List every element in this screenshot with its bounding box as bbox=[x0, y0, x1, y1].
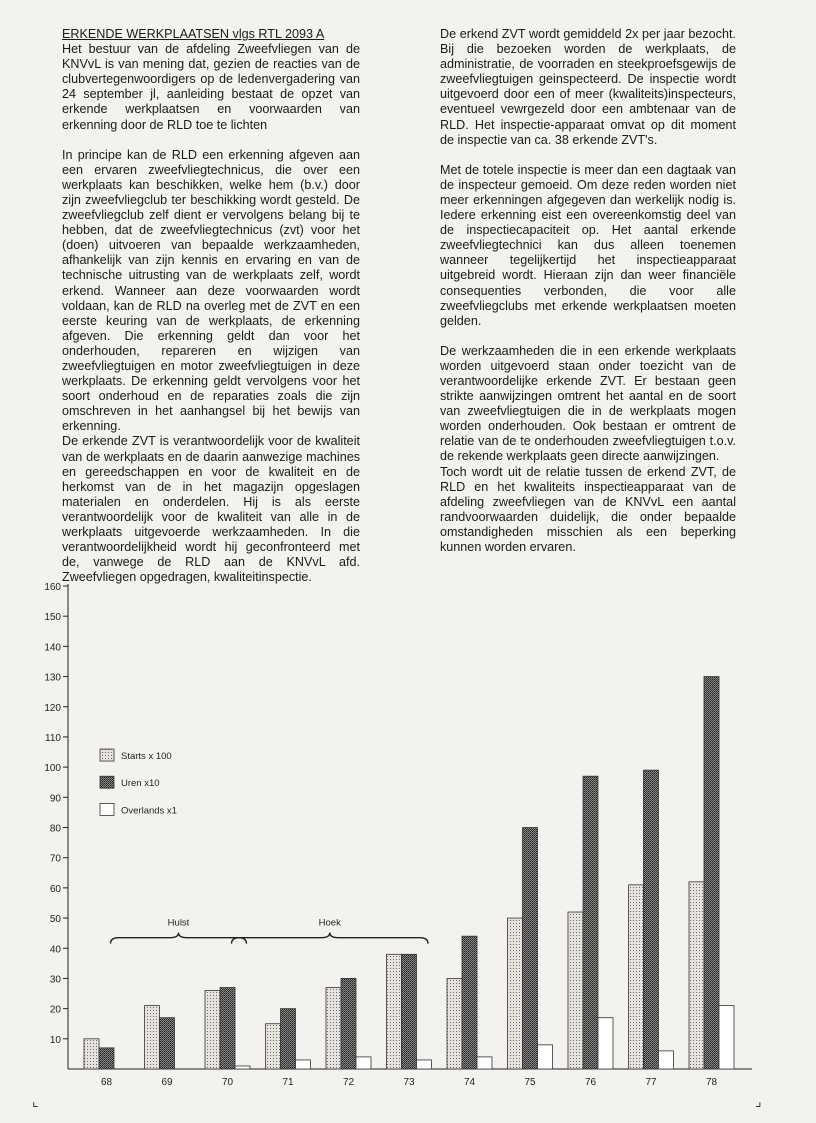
bar-chart bbox=[0, 575, 816, 1115]
article-paragraph: De werkzaamheden die in een erkende werkplaats worden uitgevoerd staan onder toezicht van de verantwoordelijke erkende ZVT. Er bestaan geen strikte aanwijzingen omtrent het aantal en de soort van zweefvliegtuigen die in de werkplaats mogen worden onderhouden. Ook bestaan er omtrent de relatie van de te onderhouden zweefvliegtuigen t.o.v. de rekende werkplaats geen directe aanwijzingen. bbox=[440, 343, 736, 464]
bar bbox=[99, 1048, 114, 1069]
y-tick-label: 30 bbox=[49, 974, 61, 986]
article-right-column bbox=[440, 27, 736, 555]
crop-mark: ⌟ bbox=[755, 1093, 762, 1109]
x-tick-label: 68 bbox=[100, 1077, 113, 1088]
y-tick-label: 110 bbox=[45, 732, 61, 744]
x-tick-label: 73 bbox=[403, 1077, 415, 1088]
y-tick-label: 100 bbox=[44, 763, 61, 775]
bar bbox=[719, 1006, 734, 1069]
x-tick-label: 76 bbox=[584, 1077, 597, 1088]
bar bbox=[145, 1006, 160, 1069]
bar bbox=[402, 954, 417, 1069]
x-tick-label: 72 bbox=[342, 1077, 355, 1088]
bar bbox=[160, 1018, 175, 1069]
annotation-label: Hoek bbox=[318, 917, 341, 929]
bar bbox=[629, 885, 644, 1069]
legend-label: Uren x10 bbox=[121, 778, 160, 790]
x-tick-label: 74 bbox=[463, 1077, 476, 1088]
y-tick-label: 120 bbox=[44, 702, 61, 714]
legend-swatch bbox=[100, 803, 114, 815]
bar bbox=[220, 987, 235, 1069]
crop-mark: ⌞ bbox=[32, 1093, 39, 1109]
article-paragraph: In principe kan de RLD een erkenning afgeven aan een ervaren zweefvliegtechnicus, die over een werkplaats kan beschikken, welke hem (b.v.) door zijn zweefvliegclub ter beschikking wordt gesteld. De zweefvliegclub zelf dient er vervolgens belang bij te hebben, dat de zweefvliegtechnicus (zvt) voor het (doen) uitvoeren van bepaalde werkzaamheden, afhankelijk van zijn kennis en ervaring en van de technische uitrusting van de werkplaats zelf, wordt erkend. Wanneer aan deze voorwaarden wordt voldaan, kan de RLD na overleg met de ZVT en een eerste keuring van de werkplaats, de erkenning afgeven. Die erkenning geldt dan voor het onderhouden, repareren en wijzigen van zweefvliegtuigen en motor zweefvliegtuigen in deze werkplaats. De erkenning geldt vervolgens voor het soort onderhoud en de reparaties zoals die zijn omschreven in het aanhangsel bij het bewijs van erkenning. bbox=[62, 147, 360, 434]
bar bbox=[598, 1018, 613, 1069]
bar bbox=[523, 828, 538, 1070]
y-tick-label: 140 bbox=[44, 642, 61, 654]
bar bbox=[462, 936, 477, 1069]
legend-swatch bbox=[100, 776, 114, 788]
x-tick-label: 71 bbox=[282, 1077, 294, 1088]
x-tick-label: 75 bbox=[524, 1077, 536, 1088]
bar bbox=[447, 978, 462, 1069]
bar bbox=[296, 1060, 311, 1069]
bar bbox=[341, 978, 356, 1069]
bar bbox=[84, 1039, 99, 1069]
y-tick-label: 40 bbox=[49, 944, 61, 956]
bar bbox=[659, 1051, 674, 1069]
bar bbox=[689, 882, 704, 1069]
y-tick-label: 130 bbox=[44, 672, 61, 684]
article-paragraph: Toch wordt uit de relatie tussen de erkend ZVT, de RLD en het kwaliteits inspectieapparaat van de afdeling zweefvliegen van de KNVvL een aantal randvoorwaarden duidelijk, die onder bepaalde omstandigheden misschien als een beperking kunnen worden ervaren. bbox=[440, 464, 736, 554]
article-paragraph: De erkende ZVT is verantwoordelijk voor de kwaliteit van de werkplaats en de daarin aanwezige machines en gereedschappen en voor de kwaliteit en de herkomst van de in het magazijn opgeslagen materialen en onderdelen. Hij is als eerste verantwoordelijk voor de kwaliteit van alle in de werkplaats uitgevoerde werkzaamheden. In die verantwoordelijkheid wordt hij geconfronteerd met de, vanwege de RLD aan de KNVvL afd. Zweefvliegen opgedragen, kwaliteitinspectie. bbox=[62, 434, 360, 585]
bar bbox=[387, 954, 402, 1069]
annotation-bracket bbox=[111, 933, 247, 944]
bar bbox=[235, 1066, 250, 1069]
y-tick-label: 60 bbox=[49, 883, 61, 895]
bar bbox=[417, 1060, 432, 1069]
bar bbox=[356, 1057, 371, 1069]
bar bbox=[326, 987, 341, 1069]
x-tick-label: 77 bbox=[645, 1077, 657, 1088]
x-tick-label: 70 bbox=[221, 1077, 234, 1088]
y-tick-label: 10 bbox=[49, 1034, 61, 1046]
legend-swatch bbox=[100, 749, 114, 761]
bar bbox=[477, 1057, 492, 1069]
legend-label: Overlands x1 bbox=[121, 805, 177, 817]
y-tick-label: 160 bbox=[44, 582, 61, 593]
article-paragraph: De erkend ZVT wordt gemiddeld 2x per jaar bezocht. Bij die bezoeken worden de werkplaats, de administratie, de voorraden en steekproefsgewijs de zweefvliegtuigen geinspecteerd. De inspectie wordt uitgevoerd door een of meer (kwaliteits)inspecteurs, eventueel vewrgezeld door een ambtenaar van de RLD. Het inspectie-apparaat omvat op dit moment de inspectie van ca. 38 erkende ZVT's. bbox=[440, 27, 736, 147]
bar bbox=[205, 991, 220, 1069]
annotation-bracket bbox=[232, 933, 429, 944]
bar bbox=[644, 770, 659, 1069]
legend-label: Starts x 100 bbox=[121, 751, 172, 763]
y-tick-label: 50 bbox=[49, 914, 61, 926]
bar bbox=[281, 1009, 296, 1069]
bar bbox=[568, 912, 583, 1069]
y-tick-label: 80 bbox=[49, 823, 61, 835]
x-tick-label: 69 bbox=[161, 1077, 173, 1088]
article-paragraph: Het bestuur van de afdeling Zweefvliegen van de KNVvL is van mening dat, gezien de reacties van de clubvertegenwoordigers op de ledenvergadering van 24 september jl, aanleiding bestaat de opzet van erkende werkplaatsen en voorwaarden van erkenning door de RLD toe te lichten bbox=[62, 42, 360, 132]
y-tick-label: 70 bbox=[49, 853, 61, 865]
bar bbox=[583, 776, 598, 1069]
bar bbox=[508, 918, 523, 1069]
bar bbox=[266, 1024, 281, 1069]
article-heading: ERKENDE WERKPLAATSEN vlgs RTL 2093 A bbox=[62, 27, 325, 41]
article-left-column bbox=[62, 27, 360, 585]
bar bbox=[704, 677, 719, 1069]
bar bbox=[538, 1045, 553, 1069]
x-tick-label: 78 bbox=[705, 1077, 718, 1088]
annotation-label: Hulst bbox=[167, 917, 190, 929]
y-tick-label: 150 bbox=[44, 612, 61, 624]
article-paragraph: Met de totele inspectie is meer dan een dagtaak van de inspecteur gemoeid. Om deze reden worden niet meer erkenningen afgegeven dan werkelijk nodig is. Iedere erkenning eist een overeenkomstig deel van de inspectiecapaciteit op. Het aantal erkende zweefvliegtechnici kan dus alleen toenemen wanneer tegelijkertijd het inspectieapparaat uitgebreid wordt. Hieraan zijn dan weer financiële consequenties verbonden, die voor alle zweefvliegclubs met erkende werkplaatsen moeten gelden. bbox=[440, 162, 736, 328]
y-tick-label: 90 bbox=[49, 793, 61, 805]
y-tick-label: 20 bbox=[49, 1004, 61, 1016]
